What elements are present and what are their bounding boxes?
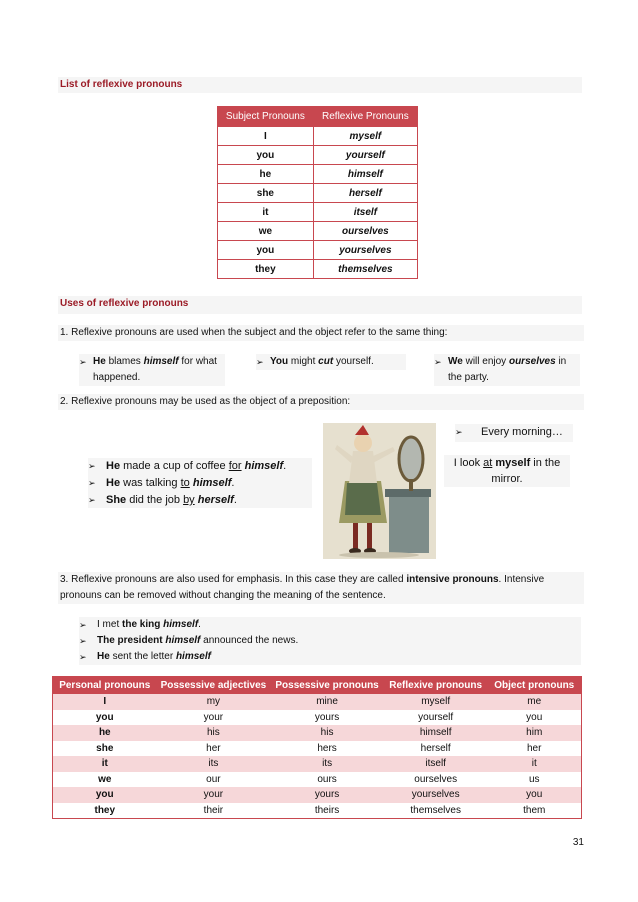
table-cell: them — [523, 804, 546, 816]
table-cell: him — [487, 725, 581, 741]
use1-example-3: ➢ We will enjoy ourselves in the party. — [434, 354, 580, 386]
table-cell: me — [487, 694, 581, 710]
table-row — [218, 165, 418, 184]
table-row — [53, 772, 582, 788]
use1-example-1: ➢ He blames himself for what happened. — [79, 354, 225, 386]
table-cell: it — [487, 756, 581, 772]
illustration-woman-mirror — [323, 423, 436, 559]
table-row — [53, 787, 582, 803]
table-row — [53, 725, 582, 741]
table-row — [53, 694, 582, 710]
table-cell: himself — [384, 725, 488, 741]
table-cell: yourselves — [384, 787, 488, 803]
table-row — [218, 241, 418, 260]
table-header: Object pronouns — [487, 677, 581, 695]
table-cell: their — [203, 804, 224, 816]
reflexive-pronoun-cell: himself — [313, 165, 417, 184]
table-cell: themselves — [410, 804, 461, 816]
arrow-bullet-icon: ➢ — [256, 357, 264, 367]
use3-examples-box — [79, 617, 581, 665]
page-number: 31 — [572, 837, 584, 848]
table-cell: yours — [270, 787, 384, 803]
table-cell: your — [157, 787, 271, 803]
table-row — [218, 222, 418, 241]
table-cell: its — [157, 756, 271, 772]
table-cell: itself — [384, 756, 488, 772]
table-cell: his — [157, 725, 271, 741]
table-header: Reflexive pronouns — [384, 677, 488, 695]
use2-example-2: ➢ He was talking to himself. — [88, 475, 312, 492]
table-header: Reflexive Pronouns — [313, 107, 417, 127]
reflexive-pronoun-cell: themselves — [313, 260, 417, 279]
table-cell: our — [206, 773, 221, 785]
table-row — [53, 741, 582, 757]
table-row — [218, 203, 418, 222]
subject-pronoun-cell: you — [218, 146, 314, 165]
woman-mirror-illustration — [323, 423, 436, 559]
table-cell: theirs — [314, 804, 340, 816]
table-cell: yours — [314, 711, 340, 723]
use2-example-3: ➢ She did the job by herself. — [88, 492, 312, 509]
use1-example-2: ➢ You might cut yourself. — [256, 354, 406, 370]
table-row — [53, 756, 582, 772]
arrow-bullet-icon: ➢ — [79, 357, 87, 367]
table-cell: yourself — [418, 711, 454, 723]
arrow-bullet-icon: ➢ — [79, 652, 87, 662]
pronouns-summary-table — [52, 676, 582, 819]
table-cell: my — [157, 694, 271, 710]
subject-pronoun-cell: I — [218, 127, 314, 146]
section-heading-uses: Uses of reflexive pronouns — [58, 296, 582, 314]
table-cell: ours — [317, 773, 337, 785]
arrow-bullet-icon: ➢ — [88, 478, 96, 488]
table-header: Possessive pronouns — [270, 677, 384, 695]
use2-side-sentence: I look at myself in the mirror. — [444, 455, 570, 487]
table-row — [218, 127, 418, 146]
table-cell: myself — [384, 694, 488, 710]
table-row — [218, 260, 418, 279]
reflexive-pronoun-cell: yourself — [313, 146, 417, 165]
use2-example-1: ➢ He made a cup of coffee for himself. — [88, 458, 312, 475]
table-row — [53, 803, 582, 819]
table-cell: mine — [270, 694, 384, 710]
table-header: Personal pronouns — [53, 677, 157, 695]
reflexive-pronoun-cell: yourselves — [313, 241, 417, 260]
subject-pronoun-cell: it — [218, 203, 314, 222]
table-cell: we — [98, 773, 112, 785]
table-cell: you — [53, 787, 157, 803]
arrow-bullet-icon: ➢ — [79, 620, 87, 630]
table-cell: she — [96, 742, 114, 754]
table-cell: her — [206, 742, 221, 754]
table-row — [218, 184, 418, 203]
reflexive-pronouns-table — [217, 106, 418, 279]
use3-example-1: ➢ I met the king himself. — [79, 617, 581, 633]
table-cell: herself — [420, 742, 451, 754]
reflexive-pronoun-cell: itself — [313, 203, 417, 222]
table-cell: her — [527, 742, 542, 754]
use3-example-3: ➢ He sent the letter himself — [79, 649, 581, 665]
table-cell: they — [94, 804, 116, 816]
table-cell: ourselves — [414, 773, 458, 785]
table-row — [53, 710, 582, 726]
arrow-bullet-icon: ➢ — [434, 357, 442, 367]
use3-example-2: ➢ The president himself announced the news. — [79, 633, 581, 649]
subject-pronoun-cell: they — [218, 260, 314, 279]
table-cell: hers — [317, 742, 337, 754]
reflexive-pronoun-cell: ourselves — [313, 222, 417, 241]
table-header: Subject Pronouns — [218, 107, 314, 127]
use2-side-title: ➢ Every morning… — [455, 424, 573, 442]
section-heading-list: List of reflexive pronouns — [58, 77, 582, 93]
table-cell: you — [95, 711, 114, 723]
use1-text: 1. Reflexive pronouns are used when the subject and the object refer to the same thing: — [58, 325, 584, 341]
table-row — [218, 146, 418, 165]
reflexive-pronoun-cell: herself — [313, 184, 417, 203]
table-cell: its — [270, 756, 384, 772]
table-cell: his — [270, 725, 384, 741]
arrow-bullet-icon: ➢ — [88, 495, 96, 505]
subject-pronoun-cell: you — [218, 241, 314, 260]
subject-pronoun-cell: she — [218, 184, 314, 203]
arrow-bullet-icon: ➢ — [79, 636, 87, 646]
table-cell: your — [203, 711, 224, 723]
table-header: Possessive adjectives — [157, 677, 271, 695]
use2-examples-box — [88, 458, 312, 508]
table-cell: he — [53, 725, 157, 741]
reflexive-pronoun-cell: myself — [313, 127, 417, 146]
table-cell: you — [487, 787, 581, 803]
table-cell: I — [53, 694, 157, 710]
arrow-bullet-icon: ➢ — [88, 461, 96, 471]
arrow-bullet-icon: ➢ — [455, 427, 463, 437]
table-cell: you — [526, 711, 543, 723]
use2-text: 2. Reflexive pronouns may be used as the object of a preposition: — [58, 394, 584, 410]
use3-text: 3. Reflexive pronouns are also used for emphasis. In this case they are called intensive pronouns. Intensive pronouns can be removed without changing the meaning of the sentence. — [58, 572, 584, 604]
subject-pronoun-cell: we — [218, 222, 314, 241]
table-cell: it — [53, 756, 157, 772]
table-cell: us — [528, 773, 540, 785]
subject-pronoun-cell: he — [218, 165, 314, 184]
